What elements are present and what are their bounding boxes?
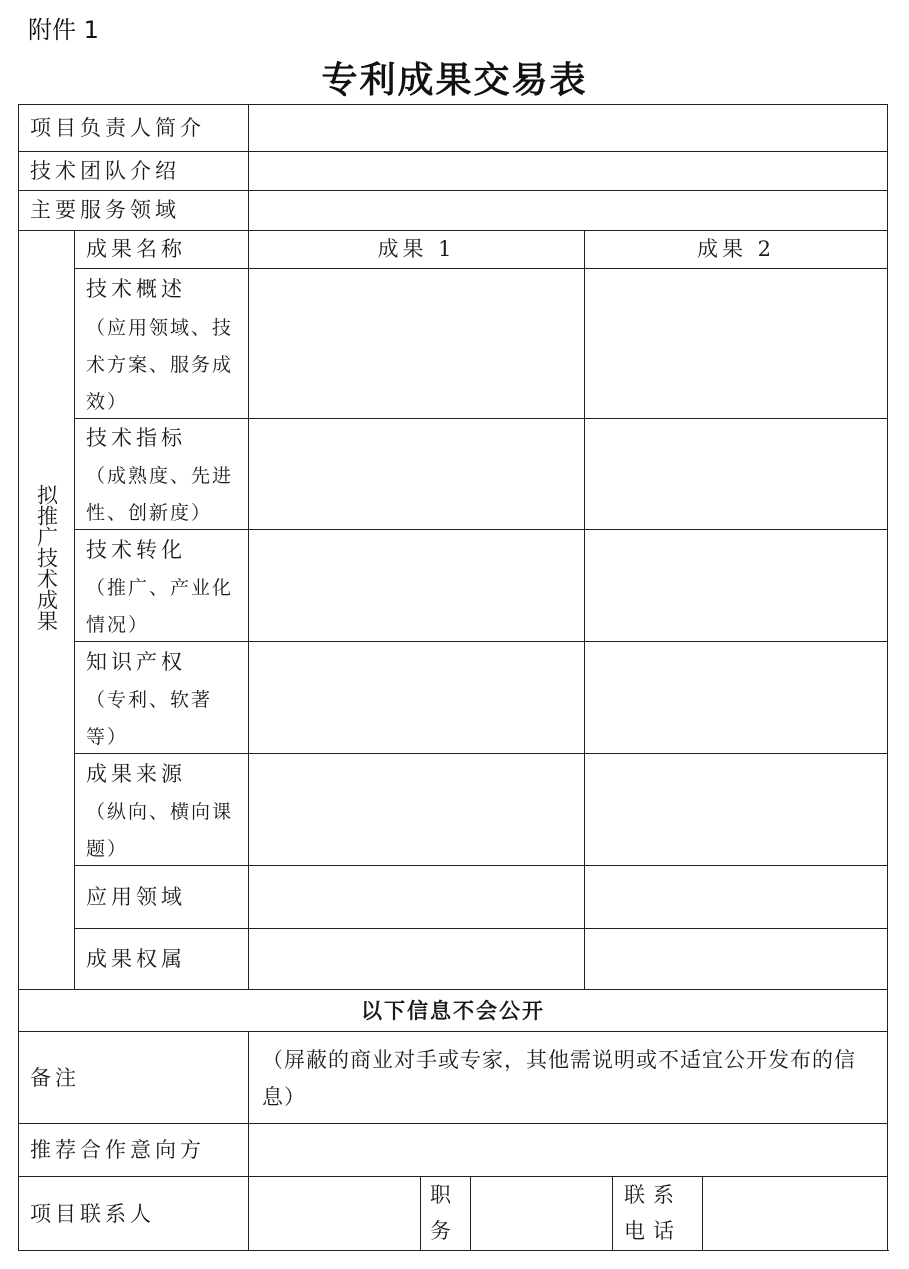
partner-label: 推荐合作意向方 xyxy=(30,1138,205,1162)
table-border-bottom xyxy=(18,1250,889,1251)
tech-overview-label: 技术概述 xyxy=(86,277,186,301)
ip-label: 知识产权 xyxy=(86,650,186,674)
achievements-side-label: 拟推广技术成果 xyxy=(34,484,59,631)
team-intro-label: 技术团队介绍 xyxy=(30,159,180,183)
private-info-heading: 以下信息不会公开 xyxy=(361,998,545,1023)
table-border-right xyxy=(887,104,888,1251)
row-divider xyxy=(74,928,888,929)
tech-indicator-label: 技术指标 xyxy=(86,426,186,450)
row-divider xyxy=(18,1031,888,1032)
application-field-label: 应用领域 xyxy=(86,885,186,909)
col-divider xyxy=(584,230,585,989)
achievement-name-label: 成果名称 xyxy=(86,237,186,261)
service-domain-label: 主要服务领域 xyxy=(30,198,180,222)
row-divider xyxy=(18,190,888,191)
achievement-col-1: 成果 1 xyxy=(377,237,456,261)
table-border-top xyxy=(18,104,888,105)
ip-desc: （专利、软著等） xyxy=(86,689,213,748)
table-border-left xyxy=(18,104,19,1251)
ownership-label: 成果权属 xyxy=(86,947,186,971)
attachment-label: 附件 1 xyxy=(28,16,99,44)
row-divider xyxy=(74,268,888,269)
page-title: 专利成果交易表 xyxy=(321,59,588,101)
remarks-hint: （屏蔽的商业对手或专家，其他需说明或不适宜公开发布的信息） xyxy=(262,1048,856,1109)
position-label: 职务 xyxy=(430,1183,451,1243)
phone-label: 联系电话 xyxy=(624,1183,682,1243)
row-divider xyxy=(18,1123,888,1124)
col-divider xyxy=(248,230,249,989)
source-desc: （纵向、横向课题） xyxy=(86,801,234,860)
contact-label: 项目联系人 xyxy=(30,1202,155,1226)
leader-intro-label: 项目负责人简介 xyxy=(30,116,205,140)
col-divider xyxy=(612,1176,613,1251)
row-divider xyxy=(18,151,888,152)
remarks-label: 备注 xyxy=(30,1066,80,1090)
tech-transfer-label: 技术转化 xyxy=(86,538,186,562)
achievement-col-2: 成果 2 xyxy=(696,237,776,261)
row-divider xyxy=(18,989,888,990)
source-label: 成果来源 xyxy=(86,762,186,786)
tech-transfer-desc: （推广、产业化情况） xyxy=(86,577,234,636)
col-divider xyxy=(470,1176,471,1251)
col-divider xyxy=(420,1176,421,1251)
tech-indicator-desc: （成熟度、先进性、创新度） xyxy=(86,465,234,524)
col-divider xyxy=(74,230,75,989)
col-divider xyxy=(248,104,249,230)
col-divider xyxy=(702,1176,703,1251)
col-divider xyxy=(248,1031,249,1251)
tech-overview-desc: （应用领域、技术方案、服务成效） xyxy=(86,317,234,413)
